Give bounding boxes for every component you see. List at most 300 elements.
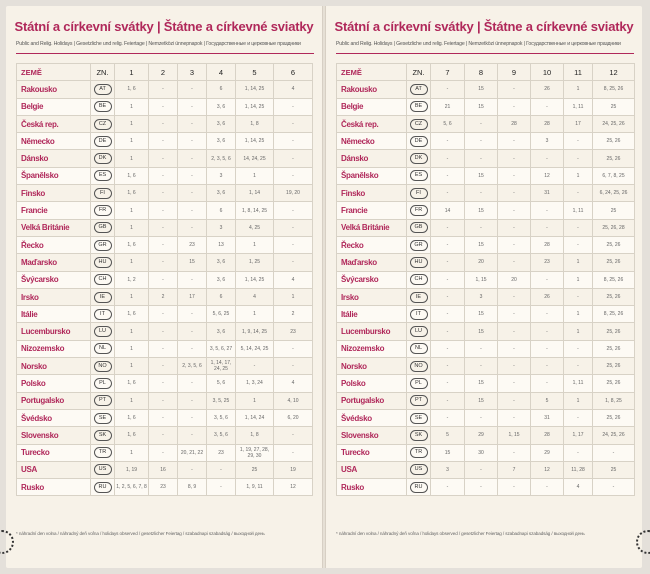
- country-code-badge: AT: [94, 84, 112, 95]
- holiday-days-cell: 1: [236, 306, 274, 323]
- holiday-days-cell: 1, 15: [498, 427, 531, 444]
- holiday-days-cell: 1, 8: [236, 427, 274, 444]
- table-row: [17, 461, 313, 478]
- country-code-badge: NO: [410, 361, 428, 372]
- holiday-days-cell: 25: [593, 461, 635, 478]
- holiday-days-cell: 16: [149, 461, 178, 478]
- holiday-days-cell: 15: [465, 98, 498, 115]
- holiday-days-cell: -: [207, 479, 236, 496]
- country-code-badge: DK: [94, 153, 112, 164]
- holiday-days-cell: 4: [274, 375, 313, 392]
- holiday-days-cell: -: [498, 254, 531, 271]
- holiday-days-cell: -: [431, 254, 465, 271]
- country-name: Itálie: [17, 306, 91, 323]
- country-code-badge: GB: [410, 222, 428, 233]
- header-month: 6: [274, 64, 313, 81]
- country-code-cell: [407, 288, 431, 305]
- country-code-badge: CH: [94, 274, 112, 285]
- holiday-days-cell: -: [564, 288, 593, 305]
- holiday-days-cell: -: [149, 340, 178, 357]
- country-code-badge: CH: [410, 274, 428, 285]
- header-month: 8: [465, 64, 498, 81]
- country-code-badge: HU: [94, 257, 112, 268]
- holiday-days-cell: 20: [465, 254, 498, 271]
- left-page: [6, 6, 322, 568]
- holiday-days-cell: 26: [531, 288, 564, 305]
- holiday-days-cell: -: [149, 185, 178, 202]
- header-month: 5: [236, 64, 274, 81]
- header-code: ZN.: [407, 64, 431, 81]
- holiday-days-cell: 1, 19: [115, 461, 149, 478]
- country-name: Řecko: [17, 236, 91, 253]
- country-code-cell: [91, 219, 115, 236]
- country-code-cell: [407, 323, 431, 340]
- country-name: Turecko: [17, 444, 91, 461]
- table-row: [337, 323, 635, 340]
- holiday-days-cell: 5: [531, 392, 564, 409]
- country-code-badge: FI: [94, 188, 112, 199]
- holiday-days-cell: -: [149, 409, 178, 426]
- country-name: Portugalsko: [337, 392, 407, 409]
- holiday-days-cell: -: [465, 115, 498, 132]
- country-code-badge: GB: [94, 222, 112, 233]
- table-row: [337, 167, 635, 184]
- holiday-days-cell: 14, 24, 25: [236, 150, 274, 167]
- holiday-days-cell: -: [149, 358, 178, 375]
- holiday-days-cell: -: [498, 167, 531, 184]
- holiday-days-cell: -: [274, 98, 313, 115]
- holiday-days-cell: 7: [498, 461, 531, 478]
- holiday-days-cell: 21: [431, 98, 465, 115]
- country-name: Lucembursko: [17, 323, 91, 340]
- holiday-days-cell: 11, 28: [564, 461, 593, 478]
- holiday-days-cell: 1, 14, 25: [236, 271, 274, 288]
- holiday-days-cell: 3: [431, 461, 465, 478]
- country-code-cell: [407, 271, 431, 288]
- table-row: [337, 133, 635, 150]
- table-row: [337, 479, 635, 496]
- country-code-badge: IE: [94, 292, 112, 303]
- country-code-cell: [91, 133, 115, 150]
- holiday-days-cell: -: [531, 219, 564, 236]
- holiday-days-cell: -: [274, 133, 313, 150]
- table-row: [17, 115, 313, 132]
- holiday-days-cell: -: [431, 479, 465, 496]
- holiday-days-cell: 1: [236, 167, 274, 184]
- holiday-days-cell: 25, 26: [593, 254, 635, 271]
- holiday-days-cell: 1: [115, 288, 149, 305]
- holiday-days-cell: -: [431, 409, 465, 426]
- holiday-days-cell: -: [178, 202, 207, 219]
- holiday-days-cell: -: [274, 167, 313, 184]
- holiday-days-cell: -: [531, 375, 564, 392]
- holiday-days-cell: -: [531, 358, 564, 375]
- holiday-days-cell: 3: [207, 219, 236, 236]
- holiday-days-cell: -: [431, 271, 465, 288]
- holiday-days-cell: -: [207, 461, 236, 478]
- country-code-cell: [407, 150, 431, 167]
- table-row: [17, 98, 313, 115]
- holiday-days-cell: -: [564, 444, 593, 461]
- country-code-badge: IT: [410, 309, 428, 320]
- country-code-badge: BE: [94, 101, 112, 112]
- holiday-days-cell: -: [498, 98, 531, 115]
- table-row: [337, 236, 635, 253]
- holiday-days-cell: -: [564, 358, 593, 375]
- holiday-days-cell: -: [465, 461, 498, 478]
- holiday-days-cell: -: [149, 271, 178, 288]
- table-row: [337, 392, 635, 409]
- holiday-days-cell: 4: [274, 271, 313, 288]
- country-code-cell: [407, 167, 431, 184]
- holiday-days-cell: 15: [465, 236, 498, 253]
- holiday-days-cell: -: [465, 340, 498, 357]
- holiday-days-cell: 15: [431, 444, 465, 461]
- holiday-days-cell: 26: [531, 81, 564, 98]
- holiday-days-cell: -: [498, 81, 531, 98]
- holiday-days-cell: 15: [465, 392, 498, 409]
- country-name: Švýcarsko: [17, 271, 91, 288]
- holiday-days-cell: -: [465, 219, 498, 236]
- country-code-badge: CZ: [410, 119, 428, 130]
- holiday-days-cell: -: [274, 115, 313, 132]
- table-row: [17, 185, 313, 202]
- holiday-days-cell: 1: [115, 392, 149, 409]
- holiday-days-cell: 2: [149, 288, 178, 305]
- country-name: Slovensko: [17, 427, 91, 444]
- holiday-days-cell: 6, 7, 8, 25: [593, 167, 635, 184]
- holiday-days-cell: -: [149, 81, 178, 98]
- holiday-days-cell: 1, 8, 25: [593, 392, 635, 409]
- holiday-days-cell: -: [498, 185, 531, 202]
- country-name: Velká Británie: [17, 219, 91, 236]
- country-code-cell: [407, 202, 431, 219]
- holiday-days-cell: 31: [531, 185, 564, 202]
- country-name: Rakousko: [337, 81, 407, 98]
- table-row: [337, 306, 635, 323]
- holiday-days-cell: 23: [149, 479, 178, 496]
- table-row: [17, 444, 313, 461]
- holiday-days-cell: -: [593, 444, 635, 461]
- country-code-cell: [407, 81, 431, 98]
- holiday-days-cell: 3: [465, 288, 498, 305]
- header-code: ZN.: [91, 64, 115, 81]
- header-country: ZEMĚ: [337, 64, 407, 81]
- holiday-days-cell: 15: [178, 254, 207, 271]
- holiday-days-cell: 25, 26: [593, 323, 635, 340]
- holiday-days-cell: 1, 3, 24: [236, 375, 274, 392]
- country-code-badge: NL: [410, 343, 428, 354]
- holiday-days-cell: 1: [115, 98, 149, 115]
- holiday-days-cell: 3, 6: [207, 271, 236, 288]
- holiday-days-cell: -: [431, 236, 465, 253]
- holiday-days-cell: 1, 14, 17, 24, 25: [207, 358, 236, 375]
- holiday-days-cell: 3: [531, 133, 564, 150]
- country-name: Dánsko: [17, 150, 91, 167]
- holiday-days-cell: 1, 6: [115, 427, 149, 444]
- country-code-badge: LU: [410, 326, 428, 337]
- holiday-days-cell: 1: [236, 392, 274, 409]
- holiday-days-cell: 3, 6: [207, 185, 236, 202]
- page-subtitle: Public and Relig. Holidays | Gesetzliche und relig. Feiertage | Nemzetközi ünnepnapok | Государственные и церковные праздники: [336, 41, 621, 47]
- country-code-badge: SK: [410, 430, 428, 441]
- holiday-days-cell: 2, 3, 5, 6: [178, 358, 207, 375]
- country-code-cell: [407, 98, 431, 115]
- holiday-days-cell: -: [431, 358, 465, 375]
- country-code-badge: GR: [94, 240, 112, 251]
- holiday-days-cell: 1: [564, 167, 593, 184]
- holiday-days-cell: -: [465, 150, 498, 167]
- holiday-days-cell: 6: [207, 288, 236, 305]
- holiday-days-cell: -: [498, 340, 531, 357]
- holiday-days-cell: -: [531, 340, 564, 357]
- holiday-days-cell: -: [498, 306, 531, 323]
- country-name: Francie: [17, 202, 91, 219]
- holiday-days-cell: 6: [207, 81, 236, 98]
- holiday-table-right: [336, 63, 635, 496]
- country-name: Česká rep.: [337, 115, 407, 132]
- holiday-days-cell: -: [431, 219, 465, 236]
- country-code-badge: SK: [94, 430, 112, 441]
- holiday-days-cell: -: [178, 98, 207, 115]
- country-code-cell: [407, 115, 431, 132]
- country-code-cell: [91, 427, 115, 444]
- holiday-days-cell: 23: [531, 254, 564, 271]
- holiday-days-cell: 1: [115, 444, 149, 461]
- holiday-days-cell: -: [431, 185, 465, 202]
- holiday-days-cell: 28: [531, 115, 564, 132]
- country-code-badge: PT: [410, 395, 428, 406]
- holiday-days-cell: -: [236, 358, 274, 375]
- holiday-days-cell: 1, 15: [465, 271, 498, 288]
- holiday-days-cell: 1: [274, 288, 313, 305]
- holiday-days-cell: 4, 25: [236, 219, 274, 236]
- country-name: Lucembursko: [337, 323, 407, 340]
- holiday-days-cell: 25, 26: [593, 288, 635, 305]
- holiday-days-cell: -: [431, 167, 465, 184]
- country-code-cell: [407, 133, 431, 150]
- holiday-days-cell: -: [274, 219, 313, 236]
- table-row: [17, 81, 313, 98]
- table-row: [17, 409, 313, 426]
- holiday-days-cell: 5, 6: [431, 115, 465, 132]
- country-name: Polsko: [17, 375, 91, 392]
- holiday-days-cell: -: [178, 167, 207, 184]
- holiday-days-cell: 1, 2, 5, 6, 7, 8: [115, 479, 149, 496]
- holiday-days-cell: -: [149, 202, 178, 219]
- country-code-badge: DE: [410, 136, 428, 147]
- country-name: Francie: [337, 202, 407, 219]
- country-code-cell: [407, 427, 431, 444]
- table-row: [17, 167, 313, 184]
- holiday-days-cell: -: [178, 115, 207, 132]
- country-code-badge: LU: [94, 326, 112, 337]
- holiday-days-cell: 1, 8, 14, 25: [236, 202, 274, 219]
- holiday-days-cell: 20: [498, 271, 531, 288]
- country-code-cell: [91, 271, 115, 288]
- holiday-days-cell: -: [531, 98, 564, 115]
- table-row: [337, 427, 635, 444]
- country-name: Rusko: [17, 479, 91, 496]
- holiday-days-cell: 1, 14, 24: [236, 409, 274, 426]
- country-code-cell: [407, 219, 431, 236]
- holiday-days-cell: 15: [465, 202, 498, 219]
- holiday-days-cell: -: [465, 358, 498, 375]
- holiday-days-cell: -: [498, 288, 531, 305]
- table-row: [337, 98, 635, 115]
- table-row: [337, 202, 635, 219]
- country-name: Švédsko: [337, 409, 407, 426]
- holiday-days-cell: -: [498, 133, 531, 150]
- holiday-days-cell: 31: [531, 409, 564, 426]
- table-row: [337, 409, 635, 426]
- holiday-days-cell: -: [274, 236, 313, 253]
- footnote: * náhradní den volna / náhradný deň voľna / holidays observed / gesetzlicher Feiertag / szabadnapi szabadság / выходной день: [336, 531, 585, 536]
- holiday-days-cell: 3, 5, 25: [207, 392, 236, 409]
- country-code-cell: [407, 444, 431, 461]
- country-name: Velká Británie: [337, 219, 407, 236]
- holiday-days-cell: 1: [115, 340, 149, 357]
- holiday-days-cell: 1, 14, 25: [236, 133, 274, 150]
- table-row: [17, 271, 313, 288]
- country-code-cell: [407, 340, 431, 357]
- holiday-days-cell: 1, 14, 25: [236, 98, 274, 115]
- table-row: [17, 254, 313, 271]
- holiday-days-cell: -: [178, 81, 207, 98]
- country-name: Řecko: [337, 236, 407, 253]
- header-month: 1: [115, 64, 149, 81]
- holiday-days-cell: 19, 20: [274, 185, 313, 202]
- country-code-cell: [91, 479, 115, 496]
- country-code-badge: SE: [410, 413, 428, 424]
- holiday-days-cell: -: [274, 340, 313, 357]
- holiday-days-cell: -: [498, 150, 531, 167]
- holiday-days-cell: 3, 5, 6: [207, 409, 236, 426]
- holiday-days-cell: 1, 14, 25: [236, 81, 274, 98]
- holiday-days-cell: 3, 6: [207, 323, 236, 340]
- holiday-days-cell: -: [149, 115, 178, 132]
- holiday-days-cell: 1, 6: [115, 167, 149, 184]
- country-code-cell: [91, 375, 115, 392]
- holiday-days-cell: -: [149, 444, 178, 461]
- holiday-days-cell: 1, 11: [564, 98, 593, 115]
- holiday-days-cell: 25, 26: [593, 150, 635, 167]
- table-row: [337, 444, 635, 461]
- holiday-days-cell: 2: [274, 306, 313, 323]
- holiday-days-cell: 17: [564, 115, 593, 132]
- holiday-days-cell: 1: [115, 150, 149, 167]
- holiday-days-cell: 8, 25, 26: [593, 306, 635, 323]
- holiday-days-cell: -: [149, 375, 178, 392]
- holiday-days-cell: 1, 25: [236, 254, 274, 271]
- table-row: [17, 358, 313, 375]
- country-name: Německo: [17, 133, 91, 150]
- holiday-days-cell: -: [149, 219, 178, 236]
- holiday-days-cell: 15: [465, 375, 498, 392]
- table-header-row: [337, 64, 635, 81]
- holiday-days-cell: -: [149, 236, 178, 253]
- holiday-days-cell: 8, 25, 26: [593, 81, 635, 98]
- header-country: ZEMĚ: [17, 64, 91, 81]
- holiday-days-cell: 1, 14: [236, 185, 274, 202]
- holiday-days-cell: 3, 6: [207, 254, 236, 271]
- holiday-days-cell: 1, 9, 14, 25: [236, 323, 274, 340]
- country-code-badge: ES: [410, 170, 428, 181]
- header-month: 9: [498, 64, 531, 81]
- country-name: Maďarsko: [337, 254, 407, 271]
- holiday-days-cell: -: [149, 323, 178, 340]
- table-row: [17, 323, 313, 340]
- country-code-cell: [407, 409, 431, 426]
- country-code-cell: [91, 306, 115, 323]
- holiday-days-cell: 25: [236, 461, 274, 478]
- country-code-badge: CZ: [94, 119, 112, 130]
- holiday-days-cell: -: [593, 479, 635, 496]
- holiday-days-cell: 15: [465, 167, 498, 184]
- holiday-days-cell: 1: [115, 358, 149, 375]
- holiday-days-cell: -: [274, 202, 313, 219]
- holiday-days-cell: 1, 6: [115, 375, 149, 392]
- country-code-cell: [407, 358, 431, 375]
- country-code-badge: US: [410, 464, 428, 475]
- holiday-days-cell: 15: [465, 323, 498, 340]
- holiday-days-cell: 5, 6: [207, 375, 236, 392]
- holiday-days-cell: 5, 6, 25: [207, 306, 236, 323]
- country-code-badge: HU: [410, 257, 428, 268]
- country-code-badge: RU: [410, 482, 428, 493]
- holiday-days-cell: -: [178, 461, 207, 478]
- holiday-days-cell: 25, 26: [593, 236, 635, 253]
- country-code-badge: DK: [410, 153, 428, 164]
- country-code-badge: RU: [94, 482, 112, 493]
- header-month: 10: [531, 64, 564, 81]
- holiday-days-cell: -: [564, 219, 593, 236]
- country-code-cell: [91, 288, 115, 305]
- holiday-days-cell: -: [274, 254, 313, 271]
- holiday-days-cell: -: [531, 323, 564, 340]
- holiday-days-cell: -: [465, 185, 498, 202]
- country-name: Nizozemsko: [17, 340, 91, 357]
- header-month: 2: [149, 64, 178, 81]
- holiday-days-cell: 28: [498, 115, 531, 132]
- holiday-days-cell: -: [178, 392, 207, 409]
- holiday-days-cell: 6: [207, 202, 236, 219]
- country-code-badge: TR: [410, 447, 428, 458]
- country-code-cell: [407, 236, 431, 253]
- holiday-days-cell: 1: [115, 254, 149, 271]
- title-rule: [16, 53, 314, 54]
- title-rule: [336, 53, 634, 54]
- holiday-days-cell: 1, 6: [115, 236, 149, 253]
- holiday-days-cell: -: [531, 306, 564, 323]
- holiday-days-cell: -: [564, 340, 593, 357]
- country-code-badge: IT: [94, 309, 112, 320]
- holiday-days-cell: -: [531, 271, 564, 288]
- table-row: [17, 236, 313, 253]
- holiday-days-cell: 24, 25, 26: [593, 115, 635, 132]
- table-row: [337, 185, 635, 202]
- holiday-days-cell: -: [564, 150, 593, 167]
- table-row: [17, 288, 313, 305]
- header-month: 3: [178, 64, 207, 81]
- holiday-days-cell: 25, 26, 28: [593, 219, 635, 236]
- holiday-days-cell: -: [431, 288, 465, 305]
- holiday-days-cell: -: [498, 202, 531, 219]
- holiday-days-cell: -: [431, 81, 465, 98]
- country-name: Finsko: [337, 185, 407, 202]
- table-row: [337, 115, 635, 132]
- country-code-badge: NL: [94, 343, 112, 354]
